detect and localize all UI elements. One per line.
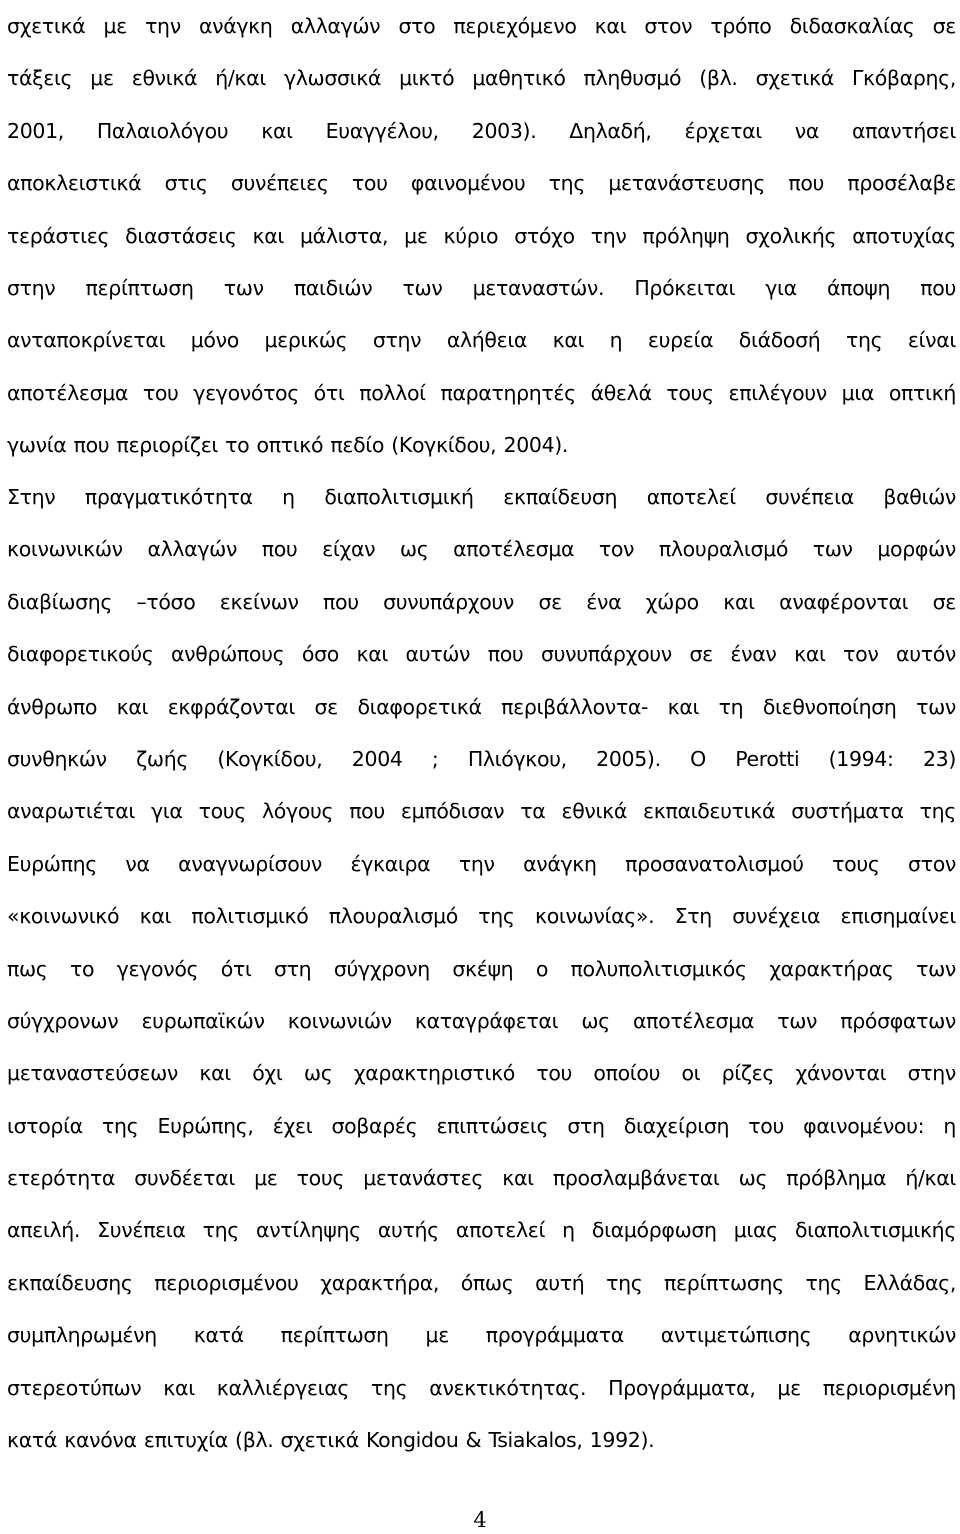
text-line: Στην πραγματικότητα η διαπολιτισμική εκπαίδευση αποτελεί συνέπεια βαθιών [7,485,956,509]
text-line: αποκλειστικά στις συνέπειες του φαινομένου της μετανάστευσης που προσέλαβε [7,171,956,196]
text-line: συμπληρωμένη κατά περίπτωση με προγράμματα αντιμετώπισης αρνητικών [7,1323,956,1348]
text-line: απειλή. Συνέπεια της αντίληψης αυτής αποτελεί η διαμόρφωση μιας διαπολιτισμικής [7,1218,956,1243]
text-line: αποτέλεσμα του γεγονότος ότι πολλοί παρατηρητές άθελά τους επιλέγουν μια οπτική [7,380,956,405]
text-line: συνθηκών ζωής (Κογκίδου, 2004 ; Πλιόγκου, 2005). O Perotti (1994: 23) [7,746,956,771]
text-line: μεταναστεύσεων και όχι ως χαρακτηριστικό του οποίου οι ρίζες χάνονται στην [7,1061,956,1086]
text-line: ανταποκρίνεται μόνο μερικώς στην αλήθεια και η ευρεία διάδοσή της είναι [7,328,956,353]
text-line: κατά κανόνα επιτυχία (βλ. σχετικά Kongidou & Tsiakalos, 1992). [7,1428,655,1453]
text-line: τάξεις με εθνικά ή/και γλωσσικά μικτό μαθητικό πληθυσμό (βλ. σχετικά Γκόβαρης, [7,66,956,91]
text-line: διαφορετικούς ανθρώπους όσο και αυτών που συνυπάρχουν σε έναν και τον αυτόν [7,642,956,667]
text-line: στερεοτύπων και καλλιέργειας της ανεκτικότητας. Προγράμματα, με περιορισμένη [7,1375,956,1400]
text-line: σχετικά με την ανάγκη αλλαγών στο περιεχόμενο και στον τρόπο διδασκαλίας σε [7,14,956,38]
text-line: ετερότητα συνδέεται με τους μετανάστες και προσλαμβάνεται ως πρόβλημα ή/και [7,1166,956,1191]
text-line: σύγχρονων ευρωπαϊκών κοινωνιών καταγράφεται ως αποτέλεσμα των πρόσφατων [7,1008,956,1033]
text-line: γωνία που περιορίζει το οπτικό πεδίο (Κογκίδου, 2004). [7,433,569,458]
text-line: κοινωνικών αλλαγών που είχαν ως αποτέλεσμα τον πλουραλισμό των μορφών [7,537,956,562]
text-line: άνθρωπο και εκφράζονται σε διαφορετικά περιβάλλοντα- και τη διεθνοποίηση των [7,694,956,719]
text-line: διαβίωσης –τόσο εκείνων που συνυπάρχουν σε ένα χώρο και αναφέρονται σε [7,589,956,614]
page-number: 4 [473,1508,487,1532]
text-line: 2001, Παλαιολόγου και Ευαγγέλου, 2003). Δηλαδή, έρχεται να απαντήσει [7,118,956,143]
paragraph-2 [7,471,956,1466]
text-line: στην περίπτωση των παιδιών των μεταναστών. Πρόκειται για άποψη που [7,275,956,300]
text-line: «κοινωνικό και πολιτισμικό πλουραλισμό της κοινωνίας». Στη συνέχεια επισημαίνει [7,904,956,929]
text-line: πως το γεγονός ότι στη σύγχρονη σκέψη ο πολυπολιτισμικός χαρακτήρας των [7,956,956,981]
text-line: Ευρώπης να αναγνωρίσουν έγκαιρα την ανάγκη προσανατολισμού τους στον [7,851,956,876]
paragraph-1 [7,0,956,472]
text-line: αναρωτιέται για τους λόγους που εμπόδισαν τα εθνικά εκπαιδευτικά συστήματα της [7,799,956,824]
text-line: ιστορία της Ευρώπης, έχει σοβαρές επιπτώσεις στη διαχείριση του φαινομένου: η [7,1113,956,1138]
text-line: τεράστιες διαστάσεις και μάλιστα, με κύριο στόχο την πρόληψη σχολικής αποτυχίας [7,223,956,248]
text-line: εκπαίδευσης περιορισμένου χαρακτήρα, όπως αυτή της περίπτωσης της Ελλάδας, [7,1270,956,1295]
